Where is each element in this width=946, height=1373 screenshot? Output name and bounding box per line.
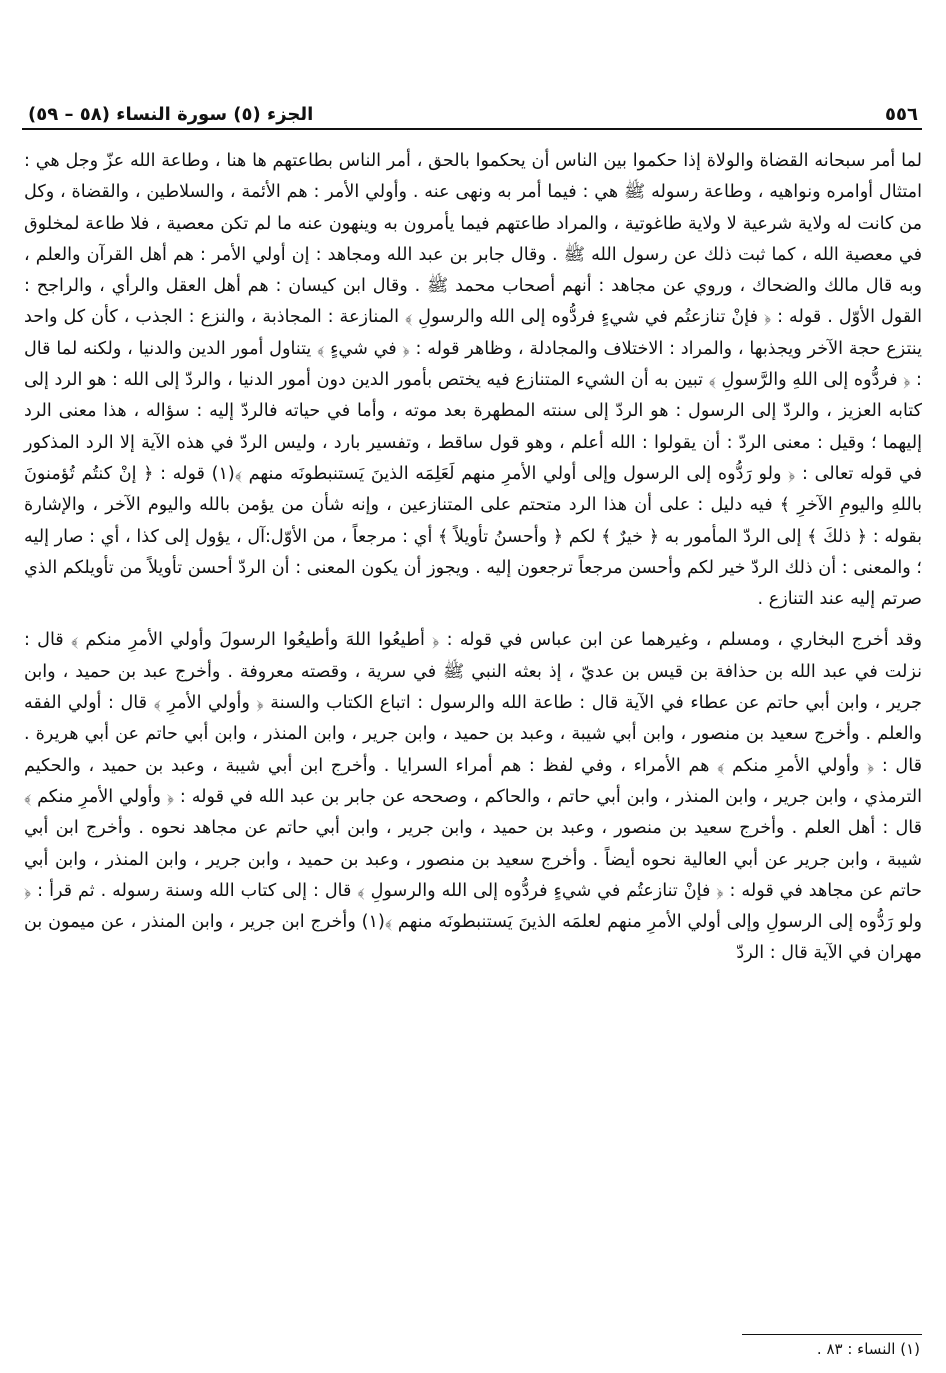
paragraph-1: لما أمر سبحانه القضاة والولاة إذا حكموا بين الناس أن يحكموا بالحق ، أمر الناس بطاعتهم ها هنا ، وطاعة الله عزّ وجل هي : امتثال أوامره ونواهيه ، وطاعة رسوله ﷺ هي : فيما أمر به ونهى عنه . وأولي الأمر : هم الأئمة ، والسلاطين ، والقضاة ، وكل من كانت له ولاية شرعية لا ولاية طاغوتية ، والمراد طاعتهم فيما يأمرون به وينهون عنه ما لم تكن معصية ، فلا طاعة لمخلوق في معصية الله ، كما ثبت ذلك عن رسول الله ﷺ . وقال جابر بن عبد الله ومجاهد : إن أولي الأمر : هم أهل القرآن والعلم ، وبه قال مالك والضحاك ، وروي عن مجاهد : أنهم أصحاب محمد ﷺ . وقال ابن كيسان : هم أهل العقل والرأي ، والراجح : القول الأوّل . قوله : ﴿ فإنْ تنازعتُم في شيءٍ فردُّوه إلى الله والرسولِ ﴾ المنازعة : المجاذبة ، والنزع : الجذب ، كأن كل واحد ينتزع حجة الآخر ويجذبها ، والمراد : الاختلاف والمجادلة ، وظاهر قوله : ﴿ في شيءٍ ﴾ يتناول أمور الدين والدنيا ، ولكنه لما قال : ﴿ فردُّوه إلى اللهِ والرَّسولِ ﴾ تبين به أن الشيء المتنازع فيه يختص بأمور الدين دون أمور الدنيا ، والردّ إلى الله : هو الرد إلى كتابه العزيز ، والردّ إلى الرسول : هو الردّ إلى سنته المطهرة بعد موته ، وأما في حياته فالردّ إليه : سؤاله ، هذا معنى الرد إليهما ؛ وقيل : معنى الردّ : أن يقولوا : الله أعلم ، وهو قول ساقط ، وتفسير بارد ، وليس الردّ في هذه الآية إلا الرد المذكور في قوله تعالى : ﴿ ولو رَدُّوه إلى الرسول وإلى أولي الأمرِ منهم لَعَلِمَه الذينَ يَستنبطونَه منهم ﴾(١) قوله : ﴿ إنْ كنتُم تُؤمنونَ باللهِ واليومِ الآخرِ ﴾ فيه دليل : على أن هذا الرد متحتم على المتنازعين ، وإنه شأن من يؤمن بالله واليوم الآخر ، والإشارة بقوله : ﴿ ذلكَ ﴾ إلى الردّ المأمور به ﴿ خيرٌ ﴾ لكم ﴿ وأحسنُ تأويلاً ﴾ أي : مرجعاً ، من الأوّل:آل ، يؤول إلى كذا ، أي : صار إليه ؛ والمعنى : أن ذلك الردّ خير لكم وأحسن مرجعاً ترجعون إليه . ويجوز أن يكون المعنى : أن الردّ أحسن تأويلاً من تأويلكم الذي صرتم إليه عند التنازع . [24, 151, 922, 610]
running-title: الجزء (٥) سورة النساء (٥٨ – ٥٩) [28, 104, 314, 125]
page-header [28, 95, 918, 125]
footnote: (١) النساء : ٨٣ . [816, 1340, 920, 1358]
page-number: ٥٥٦ [885, 104, 918, 125]
body-text [24, 146, 922, 970]
footnote-rule [742, 1334, 922, 1335]
paragraph-2: وقد أخرج البخاري ، ومسلم ، وغيرهما عن ابن عباس في قوله : ﴿ أطيعُوا اللهَ وأطيعُوا الرسولَ وأولي الأمرِ منكم ﴾ قال : نزلت في عبد الله بن حذافة بن قيس بن عديّ ، إذ بعثه النبي ﷺ في سرية ، وقصته معروفة . وأخرج عبد بن حميد ، وابن جرير ، وابن أبي حاتم عن عطاء في الآية قال : طاعة الله والرسول : اتباع الكتاب والسنة ﴿ وأولي الأمرِ ﴾ قال : أولي الفقه والعلم . وأخرج سعيد بن منصور ، وابن أبي شيبة ، وعبد بن حميد ، وابن جرير ، وابن المنذر ، وابن أبي حاتم عن أبي هريرة . قال : ﴿ وأولي الأمرِ منكم ﴾ هم الأمراء ، وفي لفظ : هم أمراء السرايا . وأخرج ابن أبي شيبة ، وعبد بن حميد ، والحكيم الترمذي ، وابن جرير ، وابن المنذر ، وابن أبي حاتم ، والحاكم ، وصححه عن جابر بن عبد الله في قوله : ﴿ وأولي الأمرِ منكم ﴾ قال : أهل العلم . وأخرج سعيد بن منصور ، وعبد بن حميد ، وابن جرير ، وابن أبي حاتم عن مجاهد نحوه . وأخرج ابن أبي شيبة ، وابن جرير عن أبي العالية نحوه أيضاً . وأخرج سعيد بن منصور ، وعبد بن حميد ، وابن جرير ، وابن المنذر ، وابن أبي حاتم عن مجاهد في قوله : ﴿ فإنْ تنازعتُم في شيءٍ فردُّوه إلى الله والرسولِ ﴾ قال : إلى كتاب الله وسنة رسوله . ثم قرأ : ﴿ ولو رَدُّوه إلى الرسولِ وإلى أولي الأمرِ منهم لعلمَه الذينَ يَستنبطونَه منهم ﴾(١) وأخرج ابن جرير ، وابن المنذر ، عن ميمون بن مهران في الآية قال : الردّ [24, 630, 922, 964]
header-rule [22, 128, 922, 130]
